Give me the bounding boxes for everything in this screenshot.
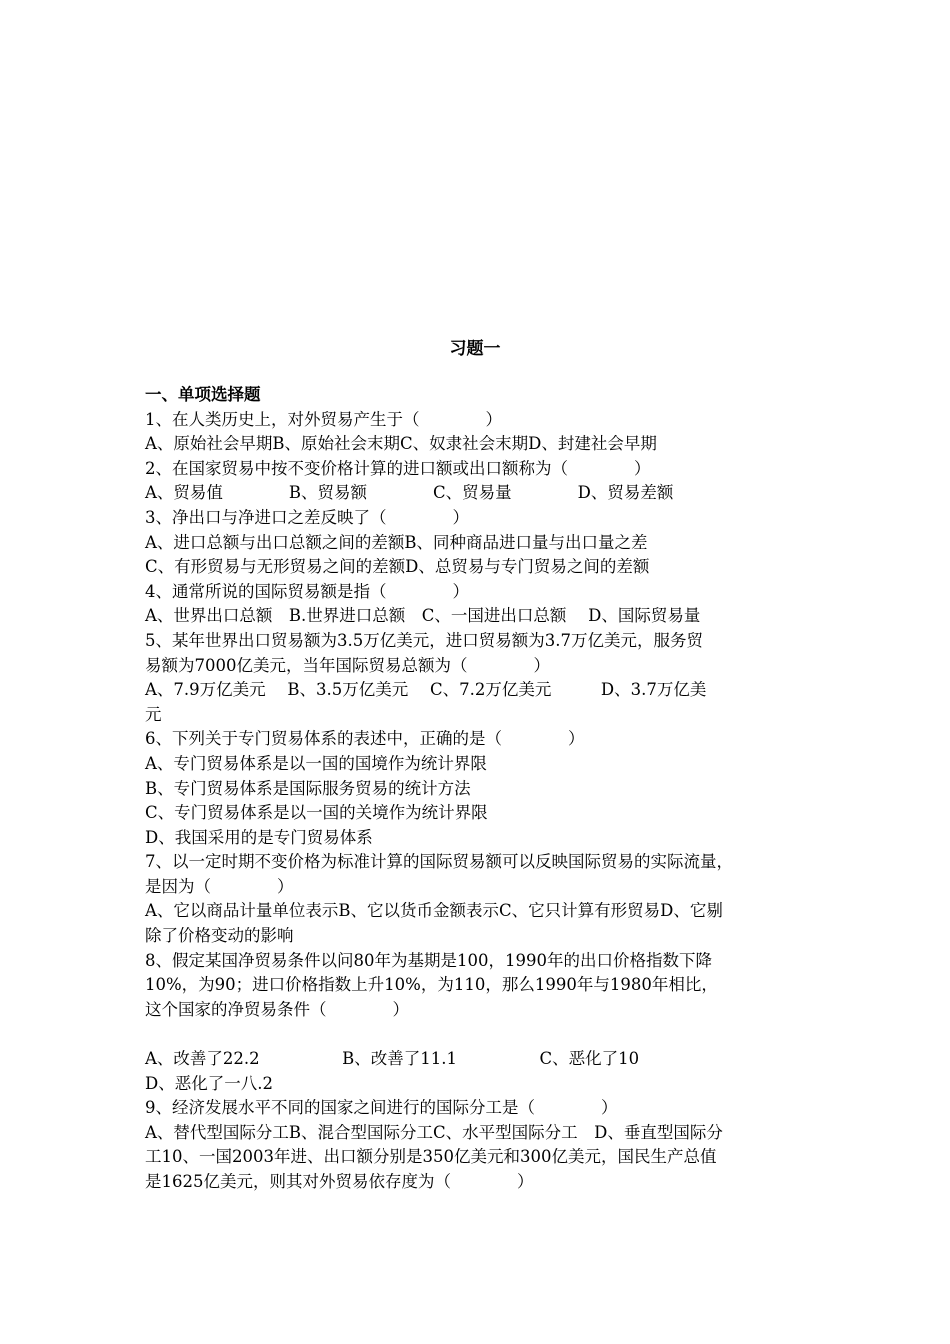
page-title: 习题一 — [449, 339, 501, 359]
text-line: A、替代型国际分工B、混合型国际分工C、水平型国际分工 D、垂直型国际分 — [145, 1122, 723, 1142]
text-line: 易额为7000亿美元，当年国际贸易总额为（ ） — [145, 655, 550, 675]
document-body — [145, 383, 835, 1195]
text-line: 6、下列关于专门贸易体系的表述中，正确的是（ ） — [145, 729, 585, 749]
text-line: 10%，为90；进口价格指数上升10%，为110，那么1990年与1980年相比， — [145, 975, 718, 995]
text-line: 4、通常所说的国际贸易额是指（ ） — [145, 581, 469, 601]
text-line: A、贸易值 B、贸易额 C、贸易量 D、贸易差额 — [145, 483, 674, 503]
text-line: 8、假定某国净贸易条件以问80年为基期是100，1990年的出口价格指数下降 — [145, 950, 712, 970]
question-block-1 — [145, 408, 835, 1023]
text-line: B、专门贸易体系是国际服务贸易的统计方法 — [145, 778, 471, 798]
text-line: A、专门贸易体系是以一国的国境作为统计界限 — [145, 753, 487, 773]
text-line: D、恶化了一八.2 — [145, 1073, 273, 1093]
text-line: C、专门贸易体系是以一国的关境作为统计界限 — [145, 803, 488, 823]
text-line: 9、经济发展水平不同的国家之间进行的国际分工是（ ） — [145, 1098, 618, 1118]
text-line: A、它以商品计量单位表示B、它以货币金额表示C、它只计算有形贸易D、它剔 — [145, 901, 723, 921]
text-line: 是1625亿美元，则其对外贸易依存度为（ ） — [145, 1172, 534, 1191]
text-line: 5、某年世界出口贸易额为3.5万亿美元，进口贸易额为3.7万亿美元，服务贸 — [145, 630, 703, 650]
question-block-2 — [145, 1047, 835, 1195]
text-line: 这个国家的净贸易条件（ ） — [145, 999, 409, 1019]
text-line: 是因为（ ） — [145, 876, 294, 896]
text-line: C、有形贸易与无形贸易之间的差额D、总贸易与专门贸易之间的差额 — [145, 557, 650, 577]
text-line: 7、以一定时期不变价格为标准计算的国际贸易额可以反映国际贸易的实际流量， — [145, 852, 733, 872]
text-line: 元 — [145, 704, 162, 724]
text-line: 2、在国家贸易中按不变价格计算的进口额或出口额称为（ ） — [145, 458, 651, 478]
text-line: 1、在人类历史上，对外贸易产生于（ ） — [145, 409, 502, 429]
text-line: 除了价格变动的影响 — [145, 926, 294, 946]
text-line: A、7.9万亿美元 B、3.5万亿美元 C、7.2万亿美元 D、3.7万亿美 — [145, 680, 707, 700]
text-line: A、改善了22.2 B、改善了11.1 C、恶化了10 — [145, 1049, 640, 1069]
text-line: A、原始社会早期B、原始社会末期C、奴隶社会末期D、封建社会早期 — [145, 434, 657, 454]
text-line: A、进口总额与出口总额之间的差额B、同种商品进口量与出口量之差 — [145, 532, 648, 552]
text-line: A、世界出口总额 B.世界进口总额 C、一国进出口总额 D、国际贸易量 — [145, 606, 701, 626]
blank-line — [145, 1022, 835, 1047]
text-line: 3、净出口与净进口之差反映了（ ） — [145, 507, 469, 527]
text-line: 工10、一国2003年进、出口额分别是350亿美元和300亿美元，国民生产总值 — [145, 1147, 717, 1167]
text-line: D、我国采用的是专门贸易体系 — [145, 827, 373, 847]
section-heading: 一、单项选择题 — [145, 385, 261, 404]
